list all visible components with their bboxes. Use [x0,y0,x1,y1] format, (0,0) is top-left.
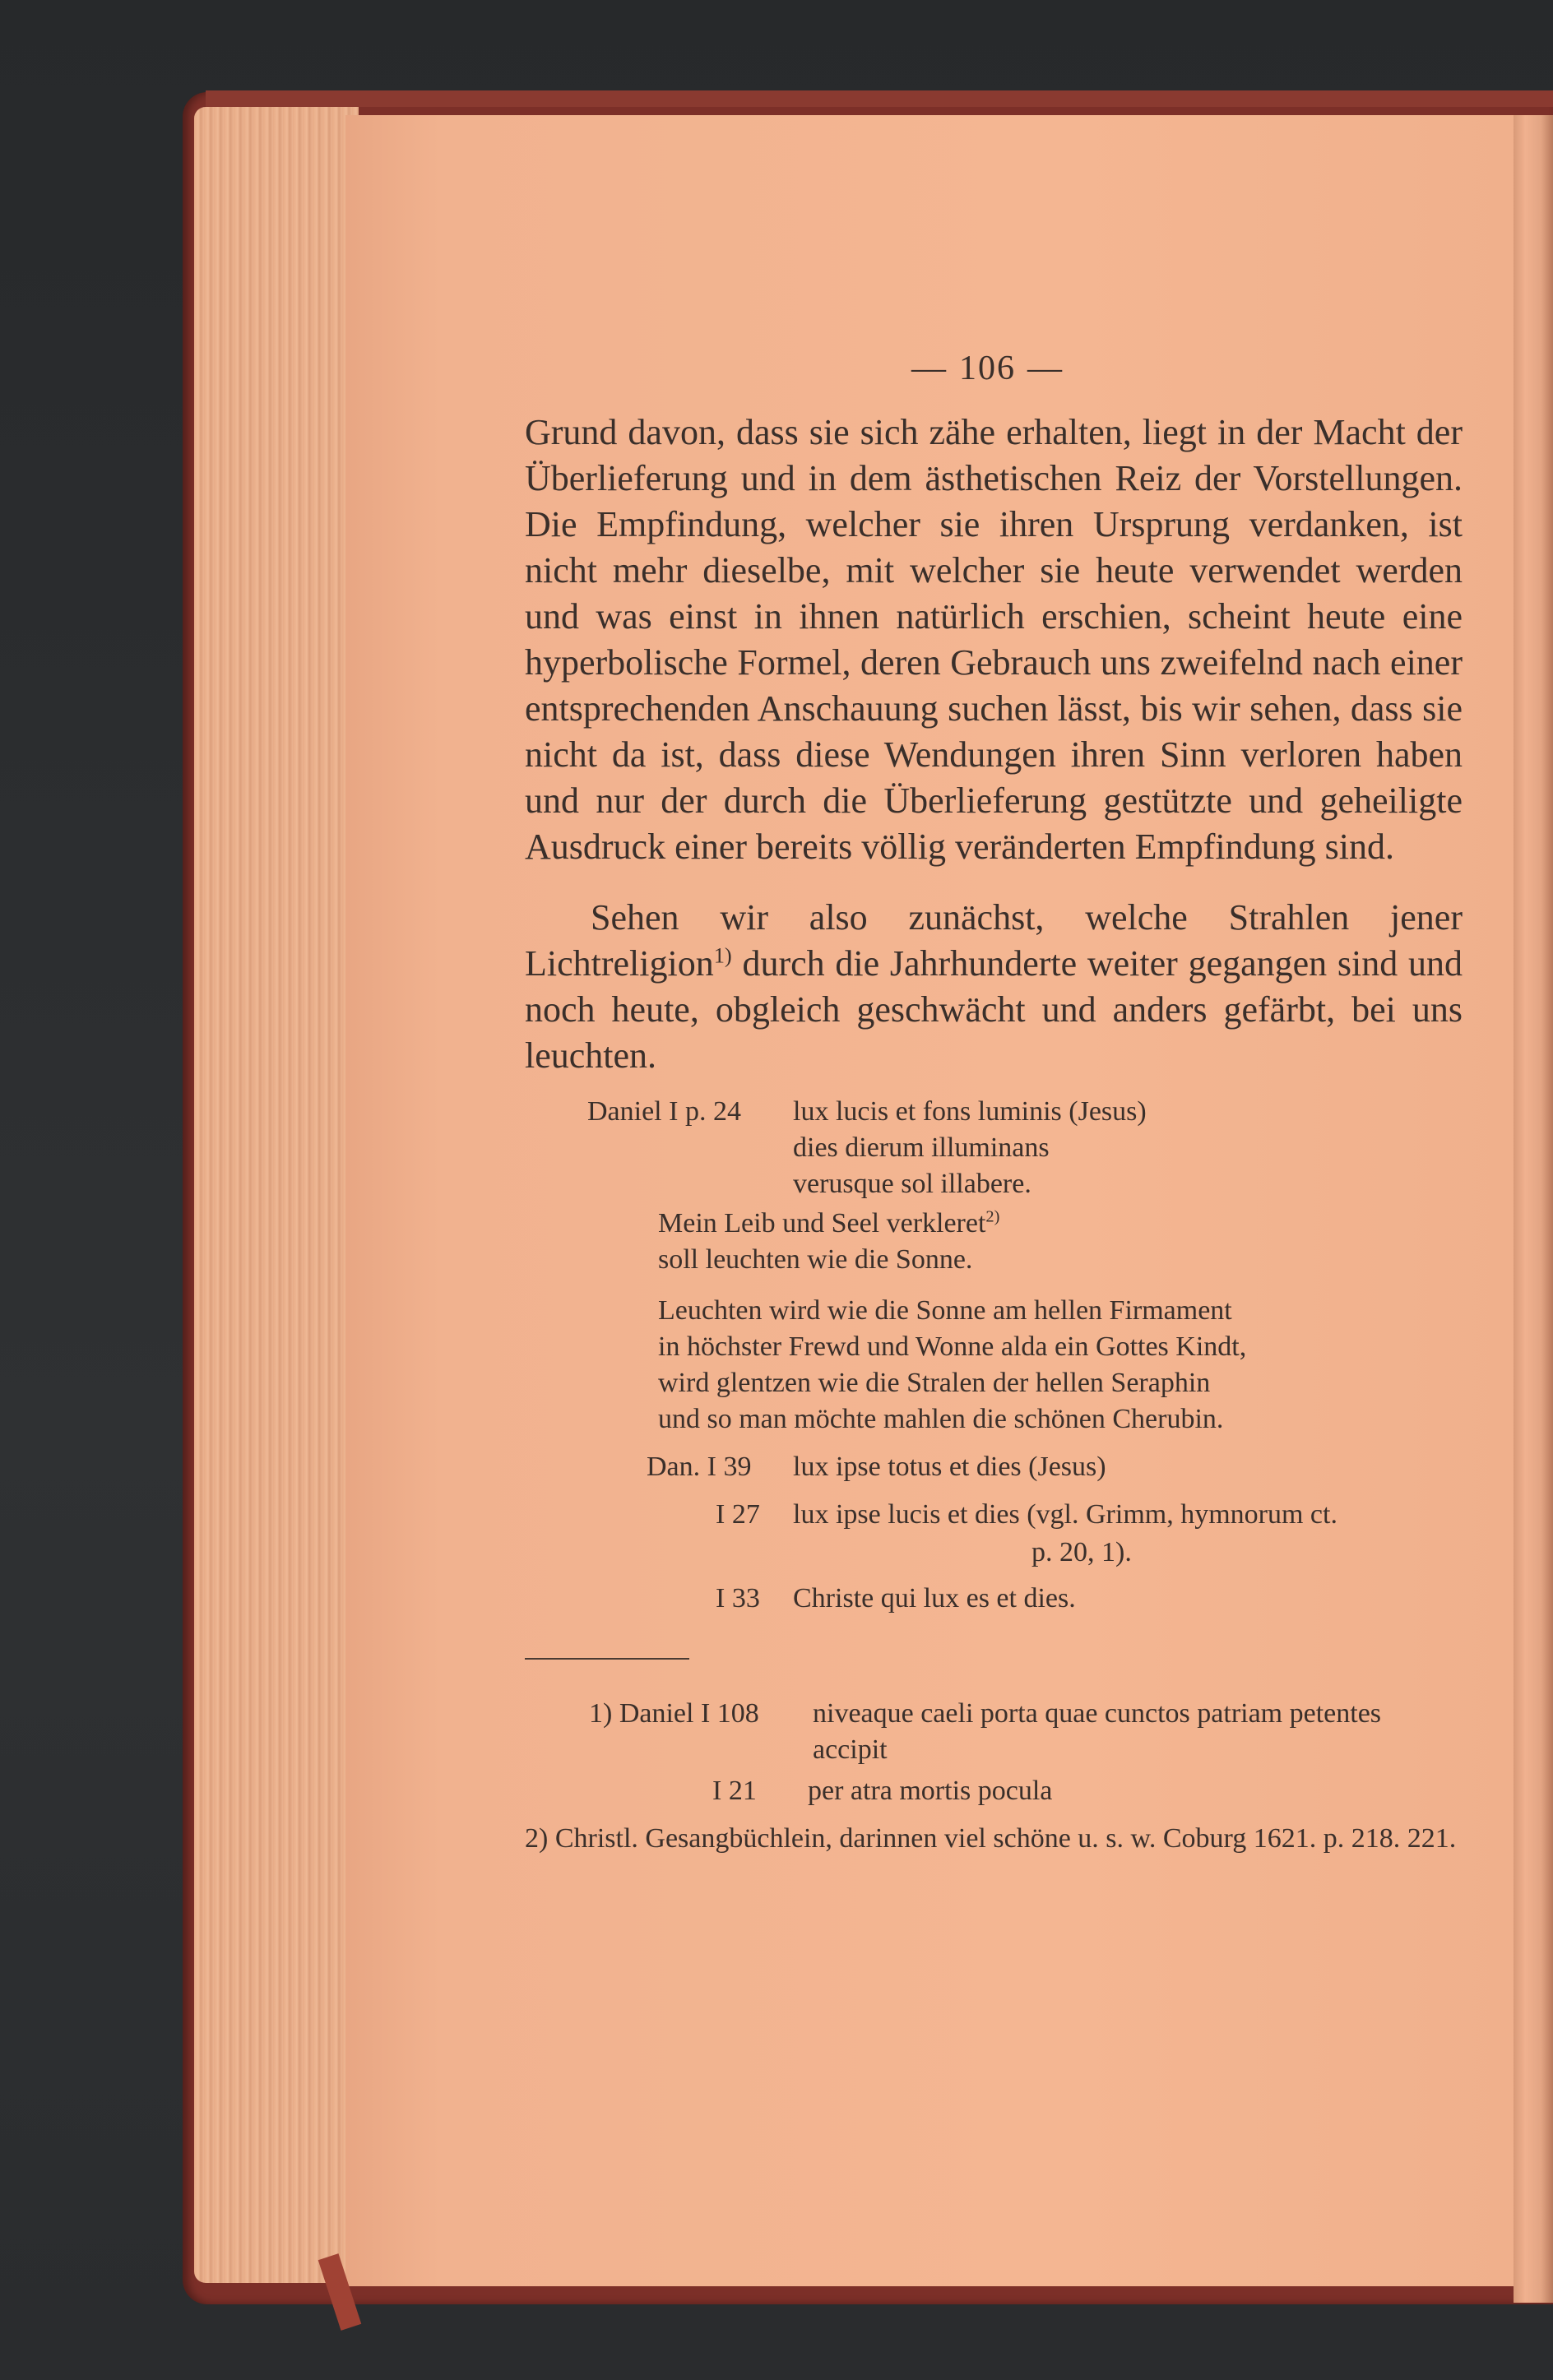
body-paragraph-2-start: Sehen wir also zunächst, welche Strahlen jener Lichtreligion [525,897,1463,984]
quote-ref-daniel-24: Daniel I p. 24 [587,1096,741,1127]
footnote-1-ref: 1) Daniel I 108 [589,1698,759,1729]
quote-daniel-24 [793,1094,1147,1202]
footnote-marker-1: 1) [713,942,732,968]
footnote-1-ref-2: I 21 [712,1776,757,1806]
quote-line: Leuchten wird wie die Sonne am hellen Firmament [658,1295,1232,1326]
footnote-marker-2: 2) [985,1207,1000,1226]
quote-ref-33: I 33 [716,1583,760,1614]
quote-line: verusque sol illabere. [793,1169,1031,1199]
quote-ref-27: I 27 [716,1499,760,1530]
quote-leib-und-seel [658,1206,999,1278]
page-edges [194,107,359,2283]
quote-line: lux lucis et fons luminis (Jesus) [793,1096,1147,1127]
footnote-1-text-2: per atra mortis pocula [808,1776,1053,1806]
quote-line [658,1206,999,1242]
quote-line-text: Mein Leib und Seel verkleret [658,1208,986,1239]
page-number-value: 106 [959,350,1016,387]
page-gutter [1514,115,1553,2303]
quote-leuchten-wird [658,1293,1246,1438]
page-number [900,345,1075,391]
page-number-dash-left: — [911,350,948,387]
quote-line: dies dierum illuminans [793,1132,1050,1163]
page-number-dash-right: — [1027,350,1064,387]
quote-33: Christe qui lux es et dies. [793,1583,1076,1614]
quote-line: wird glentzen wie die Stralen der hellen Seraphin [658,1368,1211,1398]
quote-27-continued: p. 20, 1). [1031,1537,1132,1567]
quote-line: in höchster Frewd und Wonne alda ein Gottes Kindt, [658,1331,1247,1362]
body-paragraph-1: Grund davon, dass sie sich zähe erhalten, liegt in der Macht der Überlieferung und in dem ästhetischen Reiz der Vorstellungen. Die Empfindung, welcher sie ihren Ursprung verdanken, ist nicht mehr dieselbe, mit welcher sie heute verwendet werden und was einst in ihnen natürlich erschien, scheint heute eine hyperbolische Formel, deren Gebrauch uns zweifelnd nach einer entsprechenden Anschauung suchen lässt, bis wir sehen, dass sie nicht da ist, dass diese Wendungen ihren Sinn verloren haben und nur der durch die Überlieferung gestützte und geheiligte Ausdruck einer bereits völlig veränderten Empfindung sind. [525,412,1463,867]
quote-ref-dan-39: Dan. I 39 [647,1452,752,1482]
quote-line: und so man möchte mahlen die schönen Cherubin. [658,1404,1224,1434]
footnote-divider [525,1658,689,1660]
book-cover-top-edge [206,90,1553,107]
body-paragraph-2-end: durch die Jahrhunderte weiter gegangen sind und noch heute, obgleich geschwächt und anders gefärbt, bei uns leuchten. [525,943,1463,1076]
footnote-1-text: niveaque caeli porta quae cunctos patriam petentes accipit [813,1698,1382,1765]
quote-dan-39: lux ipse totus et dies (Jesus) [793,1452,1106,1482]
quote-line: soll leuchten wie die Sonne. [658,1244,973,1275]
body-paragraph-2 [525,895,1463,1079]
footnote-2: 2) Christl. Gesangbüchlein, darinnen viel schöne u. s. w. Coburg 1621. p. 218. 221. [525,1823,1457,1854]
quote-27: lux ipse lucis et dies (vgl. Grimm, hymnorum ct. [793,1499,1337,1530]
